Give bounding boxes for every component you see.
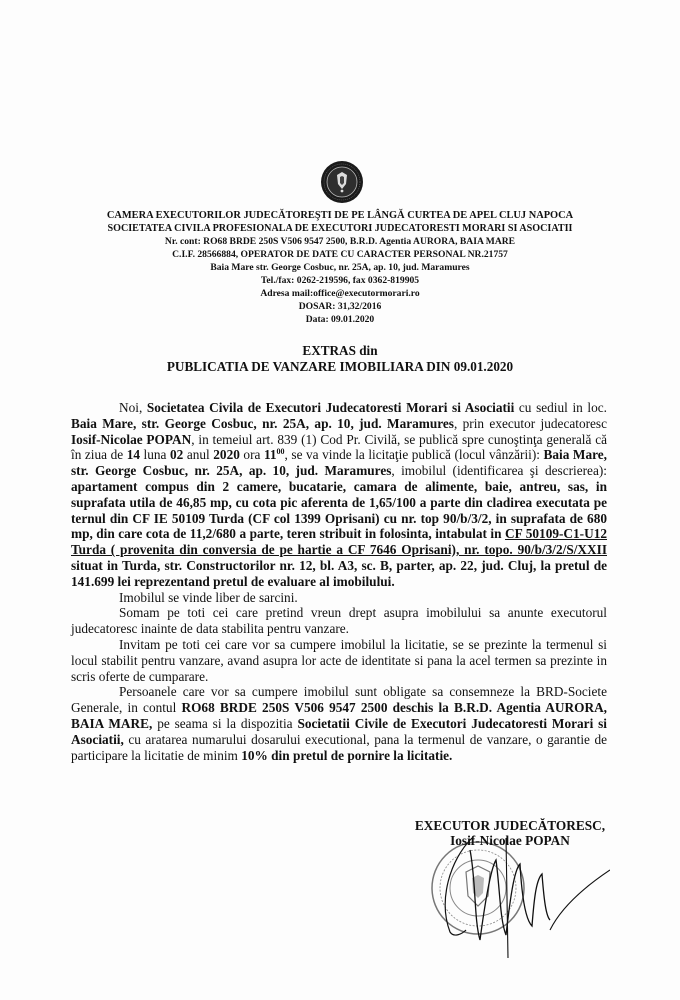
text: , imobilul (identificarea şi descrierea): (391, 463, 607, 479)
text: ora (239, 447, 264, 463)
text: cu sediul in loc. (514, 400, 607, 415)
title-line-1: EXTRAS din (302, 343, 378, 358)
firm-address-bold: Baia Mare, str. George Cosbuc, nr. 25A, ap. 10, jud. Maramures (71, 415, 454, 431)
property-location-price-bold: situat in Turda, str. Constructorilor nr. 12, bl. A3, sc. B, parter, ap. 22, jud. Cluj, la pretul de 141.699 lei reprezentand pretul de evaluare al imobilului. (71, 557, 607, 589)
sale-year: 2020 (213, 447, 240, 463)
address: Baia Mare str. George Cosbuc, nr. 25A, ap. 10, jud. Maramures (210, 262, 470, 273)
firm-name-bold: Societatii Civile de Executori Judecatoresti Morari si Asociatii, (71, 715, 607, 747)
bank-account: Nr. cont: RO68 BRDE 250S V506 9547 2500, B.R.D. Agentia AURORA, BAIA MARE (164, 236, 516, 247)
text: Noi, (119, 400, 147, 415)
title-line-2: PUBLICATIA DE VANZARE IMOBILIARA DIN 09.01.2020 (166, 359, 514, 374)
sale-location-bold: Baia Mare, str. George Cosbuc, nr. 25A, ap. 10, jud. Maramures (71, 447, 608, 479)
tax-id: C.I.F. 28566884, OPERATOR DE DATE CU CARACTER PERSONAL NR.21757 (172, 249, 508, 260)
sale-minutes: 00 (276, 447, 285, 457)
document-title (60, 343, 620, 375)
signature-title: EXECUTOR JUDECĂTORESC, (414, 818, 606, 833)
text: luna (139, 447, 170, 463)
paragraph-sale-notice (71, 400, 607, 590)
guarantee-amount-bold: 10% din pretul de pornire la licitatie. (241, 747, 453, 763)
text: cu aratarea numarului dosarului executional, pana la termenul de vanzare, o garantie de participare la licitatie de minim (71, 731, 607, 763)
text: anul (183, 447, 214, 463)
sale-hour: 11 (263, 447, 277, 463)
text: , se va vinde la licitaţie publică (locul vânzării): (284, 447, 544, 463)
chamber-name: CAMERA EXECUTORILOR JUDECĂTOREŞTI DE PE LÂNGĂ CURTEA DE APEL CLUJ NAPOCA (106, 210, 574, 221)
sale-day: 14 (126, 447, 140, 463)
firm-name: SOCIETATEA CIVILA PROFESIONALA DE EXECUTORI JUDECATORESTI MORARI SI ASOCIATII (107, 223, 573, 234)
text: , prin executor judecatoresc (453, 415, 608, 431)
text: Persoanele care vor sa cumpere imobilul sunt obligate sa consemneze la BRD-Societe Generale, in contul (71, 684, 607, 716)
document-date: Data: 09.01.2020 (305, 314, 375, 325)
firm-name-bold: Societatea Civila de Executori Judecatoresti Morari si Asociatii (146, 400, 515, 415)
property-description-bold: apartament compus din 2 camere, bucatarie, camara de alimente, baie, antreu, sas, in suprafata utila de 46,85 mp, cu cota pic aferenta de 1,65/100 a parte din cladirea executata pe ternul din CF IE 50109 Turda (CF col 1399 Oprisani) cu nr. top 90/b/3/2, in suprafata de 680 mp, din care cota de 11,2/680 a parte, teren stribuit in folosinta, intabulat in (71, 478, 607, 542)
document-body (71, 400, 607, 763)
official-seal-icon (320, 160, 364, 204)
account-bold: RO68 BRDE 250S V506 9547 2500 deschis la B.R.D. Agentia AURORA, BAIA MARE, (71, 700, 607, 731)
signature-name: Iosif-Nicolae POPAN (450, 833, 570, 848)
text: pe seama si la dispozitia (152, 715, 298, 731)
text: , in temeiul art. 839 (1) Cod Pr. Civilă, se publică spre cunoştinţa generală că în ziua de (71, 431, 607, 463)
file-number: DOSAR: 31,32/2016 (298, 301, 382, 312)
letterhead (60, 209, 620, 326)
executor-name-bold: Iosif-Nicolae POPAN (71, 431, 192, 447)
email: Adresa mail:office@executormorari.ro (260, 288, 420, 299)
handwritten-signature (410, 820, 610, 960)
sale-month: 02 (169, 447, 184, 463)
land-registry-reference: CF 50109-C1-U12 Turda ( provenita din conversia de pe hartie a CF 7646 Oprisani), nr. topo. 90/b/3/2/S/XXII (71, 526, 608, 558)
paragraph-invitation: Invitam pe toti cei care vor sa cumpere imobilul la licitatie, se se prezinte la termenul si locul stabilit pentru vanzare, avand asupra lor acte de identitate si pana la acel termen sa prezinte in scris oferte de cumparare. (71, 636, 607, 684)
paragraph-claims-notice: Somam pe toti cei care pretind vreun drept asupra imobilului sa anunte executorul judecatoresc inainte de data stabilita pentru vanzare. (71, 605, 607, 637)
paragraph-encumbrances: Imobilul se vinde liber de sarcini. (119, 589, 298, 605)
paragraph-guarantee (71, 684, 607, 763)
phone-fax: Tel./fax: 0262-219596, fax 0362-819905 (260, 275, 420, 286)
